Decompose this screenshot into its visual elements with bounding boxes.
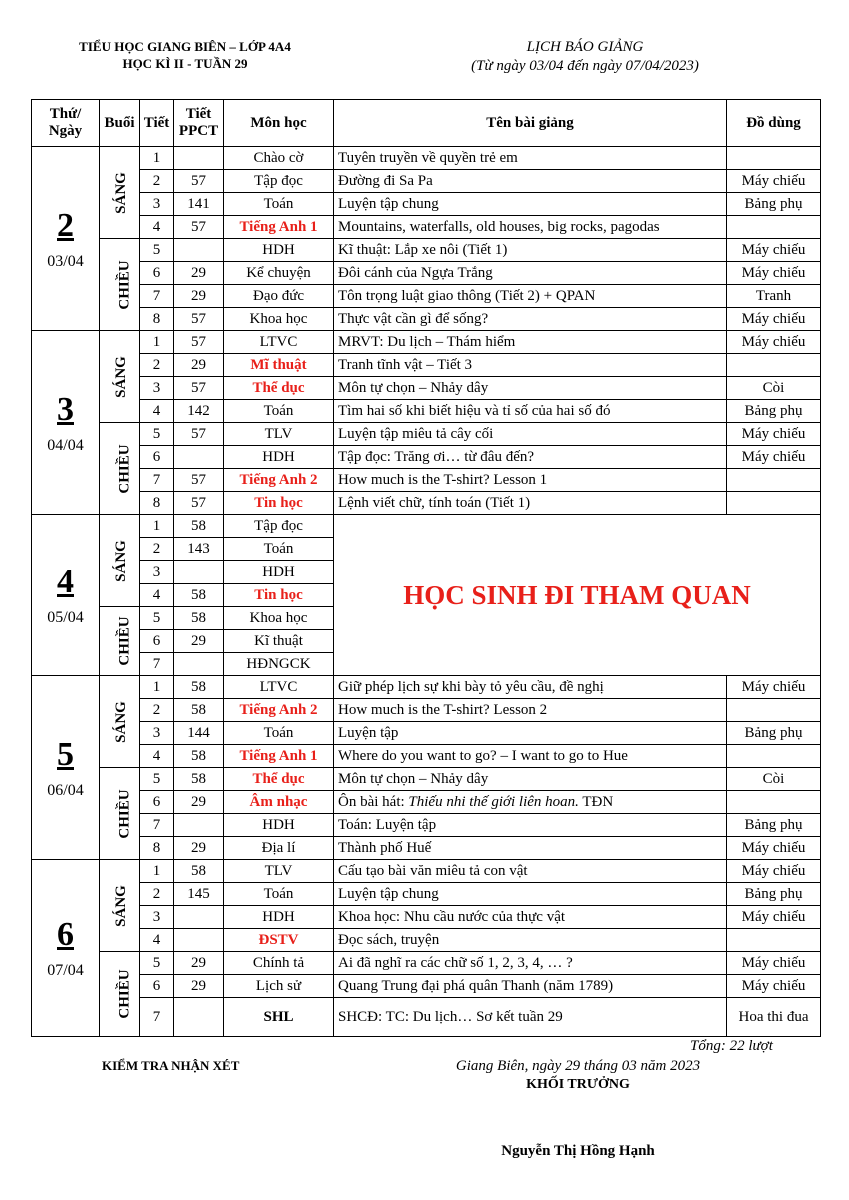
period-cell: 2 [140,699,174,722]
ppct-cell [174,446,224,469]
table-row [32,377,821,400]
equipment-cell: Máy chiếu [727,952,821,975]
lesson-tail: TĐN [578,794,614,810]
equipment-cell: Máy chiếu [727,446,821,469]
equipment-cell: Máy chiếu [727,975,821,998]
subject-cell: Tiếng Anh 1 [224,745,334,768]
table-row [32,722,821,745]
period-cell: 5 [140,239,174,262]
lesson-cell [334,860,727,883]
table-row [32,998,821,1037]
subject-cell: HDH [224,239,334,262]
period-cell: 6 [140,975,174,998]
equipment-cell: Máy chiếu [727,239,821,262]
lesson-text: Môn tự chọn – Nhảy dây [338,771,489,787]
lesson-text: Thành phố Huế [338,840,432,856]
period-cell: 8 [140,308,174,331]
lesson-cell [334,193,727,216]
day-cell [32,860,100,1037]
period-cell: 5 [140,423,174,446]
lesson-cell [334,446,727,469]
lesson-text: Lệnh viết chữ, tính toán (Tiết 1) [338,495,531,511]
day-date: 07/04 [47,962,84,979]
table-row [32,975,821,998]
lesson-cell [334,492,727,515]
lesson-text: Tập đọc: Trăng ơi… từ đâu đến? [338,449,535,465]
subject-cell: Khoa học [224,308,334,331]
lesson-text: SHCĐ: TC: Du lịch… Sơ kết tuần 29 [338,1009,563,1025]
lesson-text: Luyện tập [338,725,399,741]
equipment-cell: Máy chiếu [727,170,821,193]
lesson-text: How much is the T-shirt? Lesson 1 [338,472,548,488]
equipment-cell: Máy chiếu [727,837,821,860]
event-cell: HỌC SINH ĐI THAM QUAN [334,515,821,676]
table-row [32,952,821,975]
table-header-row [32,100,821,147]
session-label: SÁNG [112,884,129,927]
equipment-cell [727,699,821,722]
table-row [32,469,821,492]
period-cell: 2 [140,538,174,561]
table-row [32,676,821,699]
period-cell: 7 [140,469,174,492]
col-subject: Môn học [224,100,334,147]
subject-cell: HDH [224,906,334,929]
lesson-cell [334,285,727,308]
session-label: SÁNG [112,355,129,398]
period-cell: 4 [140,400,174,423]
lesson-cell [334,975,727,998]
lesson-text: Môn tự chọn – Nhảy dây [338,380,489,396]
table-row [32,423,821,446]
equipment-cell [727,147,821,170]
ppct-cell: 58 [174,745,224,768]
ppct-cell: 57 [174,308,224,331]
schedule-header [420,38,750,76]
ppct-cell [174,239,224,262]
lesson-text: Mountains, waterfalls, old houses, big rocks, pagodas [338,219,660,235]
ppct-cell: 58 [174,699,224,722]
lesson-text: Where do you want to go? – I want to go to Hue [338,748,628,764]
lesson-cell [334,699,727,722]
period-cell: 1 [140,331,174,354]
period-cell: 3 [140,193,174,216]
subject-cell: Tiếng Anh 2 [224,699,334,722]
lesson-text: Luyện tập chung [338,196,439,212]
subject-cell: Tiếng Anh 1 [224,216,334,239]
lesson-text: Khoa học: Nhu cầu nước của thực vật [338,909,566,925]
subject-cell: HĐNGCK [224,653,334,676]
subject-cell: TLV [224,860,334,883]
period-cell: 6 [140,630,174,653]
col-session: Buổi [100,100,140,147]
table-row [32,400,821,423]
col-lesson: Tên bài giảng [334,100,727,147]
ppct-cell: 58 [174,584,224,607]
table-row [32,216,821,239]
lesson-cell [334,837,727,860]
ppct-cell: 143 [174,538,224,561]
ppct-cell: 29 [174,952,224,975]
lesson-cell [334,722,727,745]
signer-name: Nguyễn Thị Hồng Hạnh [501,1143,655,1159]
ppct-cell [174,998,224,1037]
day-number: 3 [57,390,74,428]
equipment-cell: Bảng phụ [727,722,821,745]
equipment-cell: Máy chiếu [727,860,821,883]
ppct-cell: 57 [174,469,224,492]
ppct-cell [174,929,224,952]
subject-cell: Chính tả [224,952,334,975]
lesson-text: Thực vật cần gì để sống? [338,311,489,327]
lesson-text: Luyện tập miêu tả cây cối [338,426,494,442]
subject-cell: HDH [224,561,334,584]
table-row [32,331,821,354]
day-number: 2 [57,206,74,244]
ppct-cell [174,561,224,584]
equipment-cell: Máy chiếu [727,906,821,929]
subject-cell: Kể chuyện [224,262,334,285]
session-label: CHIỀU [116,259,133,310]
period-cell: 2 [140,354,174,377]
session-label: CHIỀU [116,788,133,839]
subject-cell: Đạo đức [224,285,334,308]
table-row [32,492,821,515]
lesson-text: Đọc sách, truyện [338,932,440,948]
schedule-table [31,99,821,1037]
session-cell [100,607,140,676]
equipment-cell: Máy chiếu [727,331,821,354]
lesson-text: Giữ phép lịch sự khi bày tỏ yêu cầu, đề nghị [338,679,604,695]
col-equipment: Đồ dùng [727,100,821,147]
subject-cell: Kĩ thuật [224,630,334,653]
lesson-cell [334,883,727,906]
lesson-cell [334,400,727,423]
subject-cell: HDH [224,446,334,469]
lesson-cell [334,929,727,952]
session-label: SÁNG [112,700,129,743]
lesson-cell [334,354,727,377]
equipment-cell: Máy chiếu [727,676,821,699]
ppct-cell: 144 [174,722,224,745]
lesson-cell [334,676,727,699]
session-cell [100,239,140,331]
lesson-text: How much is the T-shirt? Lesson 2 [338,702,548,718]
period-cell: 5 [140,607,174,630]
subject-cell: TLV [224,423,334,446]
equipment-cell [727,745,821,768]
subject-cell: Tin học [224,492,334,515]
ppct-cell: 58 [174,607,224,630]
check-label: KIỂM TRA NHẬN XÉT [102,1058,240,1073]
lesson-text: Đường đi Sa Pa [338,173,433,189]
subject-cell: LTVC [224,676,334,699]
equipment-cell: Bảng phụ [727,193,821,216]
session-cell [100,676,140,768]
lesson-cell [334,423,727,446]
day-number: 6 [57,916,74,953]
subject-cell: Địa lí [224,837,334,860]
table-row [32,354,821,377]
session-cell [100,331,140,423]
lesson-cell [334,998,727,1037]
period-cell: 7 [140,998,174,1037]
table-row [32,929,821,952]
lesson-cell [334,262,727,285]
term-line: HỌC KÌ II - TUẦN 29 [122,56,248,71]
ppct-cell: 29 [174,354,224,377]
subject-cell: Tập đọc [224,515,334,538]
col-ppct: Tiết PPCT [174,100,224,147]
equipment-cell: Bảng phụ [727,883,821,906]
period-cell: 2 [140,170,174,193]
table-row [32,262,821,285]
role-title: KHỐI TRƯỞNG [526,1077,630,1092]
lesson-cell [334,791,727,814]
period-cell: 6 [140,446,174,469]
subject-cell: ĐSTV [224,929,334,952]
ppct-cell: 57 [174,377,224,400]
period-cell: 6 [140,791,174,814]
subject-cell: LTVC [224,331,334,354]
subject-cell: Mĩ thuật [224,354,334,377]
lesson-text: Tranh tĩnh vật – Tiết 3 [338,357,473,373]
period-cell: 4 [140,745,174,768]
lesson-text: Kĩ thuật: Lắp xe nôi (Tiết 1) [338,242,508,258]
ppct-cell: 29 [174,975,224,998]
subject-cell: Toán [224,193,334,216]
ppct-cell: 57 [174,331,224,354]
period-cell: 5 [140,952,174,975]
session-cell [100,768,140,860]
lesson-text: Tuyên truyền về quyền trẻ em [338,150,518,166]
subject-cell: Toán [224,883,334,906]
col-day: Thứ/ Ngày [32,100,100,147]
equipment-cell: Máy chiếu [727,262,821,285]
period-cell: 1 [140,860,174,883]
equipment-cell: Tranh [727,285,821,308]
period-cell: 8 [140,837,174,860]
subject-cell: Khoa học [224,607,334,630]
session-cell [100,860,140,952]
ppct-cell: 57 [174,492,224,515]
table-row [32,147,821,170]
day-cell [32,331,100,515]
equipment-cell: Bảng phụ [727,400,821,423]
period-cell: 3 [140,722,174,745]
subject-cell: HDH [224,814,334,837]
equipment-cell [727,929,821,952]
ppct-cell: 57 [174,170,224,193]
ppct-cell: 142 [174,400,224,423]
subject-cell: Toán [224,400,334,423]
period-cell: 3 [140,377,174,400]
subject-cell: Tin học [224,584,334,607]
subject-cell: Âm nhạc [224,791,334,814]
table-row [32,860,821,883]
period-cell: 4 [140,216,174,239]
equipment-cell: Bảng phụ [727,814,821,837]
period-cell: 4 [140,929,174,952]
schedule-title: LỊCH BÁO GIẢNG [526,39,644,55]
lesson-cell [334,147,727,170]
period-cell: 7 [140,653,174,676]
lesson-italic: Thiếu nhi thế giới liên hoan. [408,794,579,810]
ppct-cell: 141 [174,193,224,216]
ppct-cell: 57 [174,423,224,446]
period-cell: 1 [140,147,174,170]
equipment-cell [727,492,821,515]
ppct-cell [174,653,224,676]
period-cell: 4 [140,584,174,607]
period-cell: 5 [140,768,174,791]
equipment-cell: Hoa thi đua [727,998,821,1037]
lesson-text: MRVT: Du lịch – Thám hiểm [338,334,516,350]
table-row [32,745,821,768]
table-row [32,699,821,722]
day-cell [32,676,100,860]
table-row [32,170,821,193]
subject-cell: Lịch sử [224,975,334,998]
subject-cell: Thể dục [224,768,334,791]
equipment-cell [727,469,821,492]
lesson-text: Tôn trọng luật giao thông (Tiết 2) + QPAN [338,288,596,304]
ppct-cell: 58 [174,768,224,791]
period-cell: 7 [140,814,174,837]
session-label: CHIỀU [116,969,133,1019]
ppct-cell: 58 [174,860,224,883]
session-label: CHIỀU [116,443,133,494]
lesson-text: Luyện tập chung [338,886,439,902]
lesson-text: Ôn bài hát: [338,794,409,810]
table-row [32,515,821,538]
lesson-cell [334,906,727,929]
col-period: Tiết [140,100,174,147]
table-row [32,446,821,469]
lesson-cell [334,216,727,239]
day-date: 03/04 [47,252,84,270]
period-cell: 2 [140,883,174,906]
lesson-text: Đôi cánh của Ngựa Trắng [338,265,493,281]
ppct-cell: 29 [174,837,224,860]
day-date: 04/04 [47,436,84,454]
table-row [32,768,821,791]
subject-cell: Chào cờ [224,147,334,170]
lesson-cell [334,952,727,975]
lesson-cell [334,745,727,768]
equipment-cell [727,791,821,814]
lesson-text: Ai đã nghĩ ra các chữ số 1, 2, 3, 4, … ? [338,955,573,971]
period-cell: 8 [140,492,174,515]
lesson-text: Quang Trung đại phá quân Thanh (năm 1789) [338,978,614,994]
table-row [32,193,821,216]
school-line: TIỂU HỌC GIANG BIÊN – LỚP 4A4 [79,39,291,54]
school-header [40,38,330,72]
session-label: SÁNG [112,539,129,582]
day-number: 5 [57,735,74,773]
subject-cell: Tập đọc [224,170,334,193]
period-cell: 3 [140,906,174,929]
period-cell: 1 [140,515,174,538]
ppct-cell: 58 [174,515,224,538]
subject-cell: Tiếng Anh 2 [224,469,334,492]
table-row [32,308,821,331]
equipment-cell: Còi [727,377,821,400]
total-count: Tổng: 22 lượt [690,1038,773,1054]
equipment-cell: Còi [727,768,821,791]
ppct-cell [174,906,224,929]
session-label: CHIỀU [116,616,133,666]
period-cell: 6 [140,262,174,285]
day-date: 06/04 [47,781,84,799]
session-cell [100,147,140,239]
lesson-cell [334,308,727,331]
lesson-cell [334,469,727,492]
date-range: (Từ ngày 03/04 đến ngày 07/04/2023) [471,58,699,74]
ppct-cell: 29 [174,791,224,814]
lesson-cell [334,170,727,193]
table-row [32,883,821,906]
ppct-cell: 57 [174,216,224,239]
lesson-cell [334,331,727,354]
lesson-cell [334,768,727,791]
session-cell [100,515,140,607]
place-date: Giang Biên, ngày 29 tháng 03 năm 2023 [455,1058,701,1074]
lesson-text: Toán: Luyện tập [338,817,437,833]
session-cell [100,423,140,515]
subject-cell: Thể dục [224,377,334,400]
day-number: 4 [57,563,74,600]
session-label: SÁNG [112,171,129,214]
equipment-cell: Máy chiếu [727,423,821,446]
lesson-text: Cấu tạo bài văn miêu tả con vật [338,863,528,879]
ppct-cell: 29 [174,262,224,285]
ppct-cell: 29 [174,285,224,308]
period-cell: 3 [140,561,174,584]
table-row [32,814,821,837]
schedule-body [32,147,821,1037]
ppct-cell: 145 [174,883,224,906]
day-date: 05/04 [47,609,84,626]
session-cell [100,952,140,1037]
lesson-text: Tìm hai số khi biết hiệu và tỉ số của hai số đó [338,403,611,419]
table-row [32,285,821,308]
table-row [32,906,821,929]
ppct-cell [174,814,224,837]
lesson-cell [334,814,727,837]
ppct-cell [174,147,224,170]
day-cell [32,147,100,331]
lesson-cell [334,377,727,400]
table-row [32,837,821,860]
ppct-cell: 58 [174,676,224,699]
period-cell: 7 [140,285,174,308]
equipment-cell [727,216,821,239]
table-row [32,791,821,814]
lesson-cell [334,239,727,262]
subject-cell: SHL [224,998,334,1037]
ppct-cell: 29 [174,630,224,653]
period-cell: 1 [140,676,174,699]
equipment-cell: Máy chiếu [727,308,821,331]
table-row [32,239,821,262]
day-cell [32,515,100,676]
equipment-cell [727,354,821,377]
subject-cell: Toán [224,538,334,561]
subject-cell: Toán [224,722,334,745]
